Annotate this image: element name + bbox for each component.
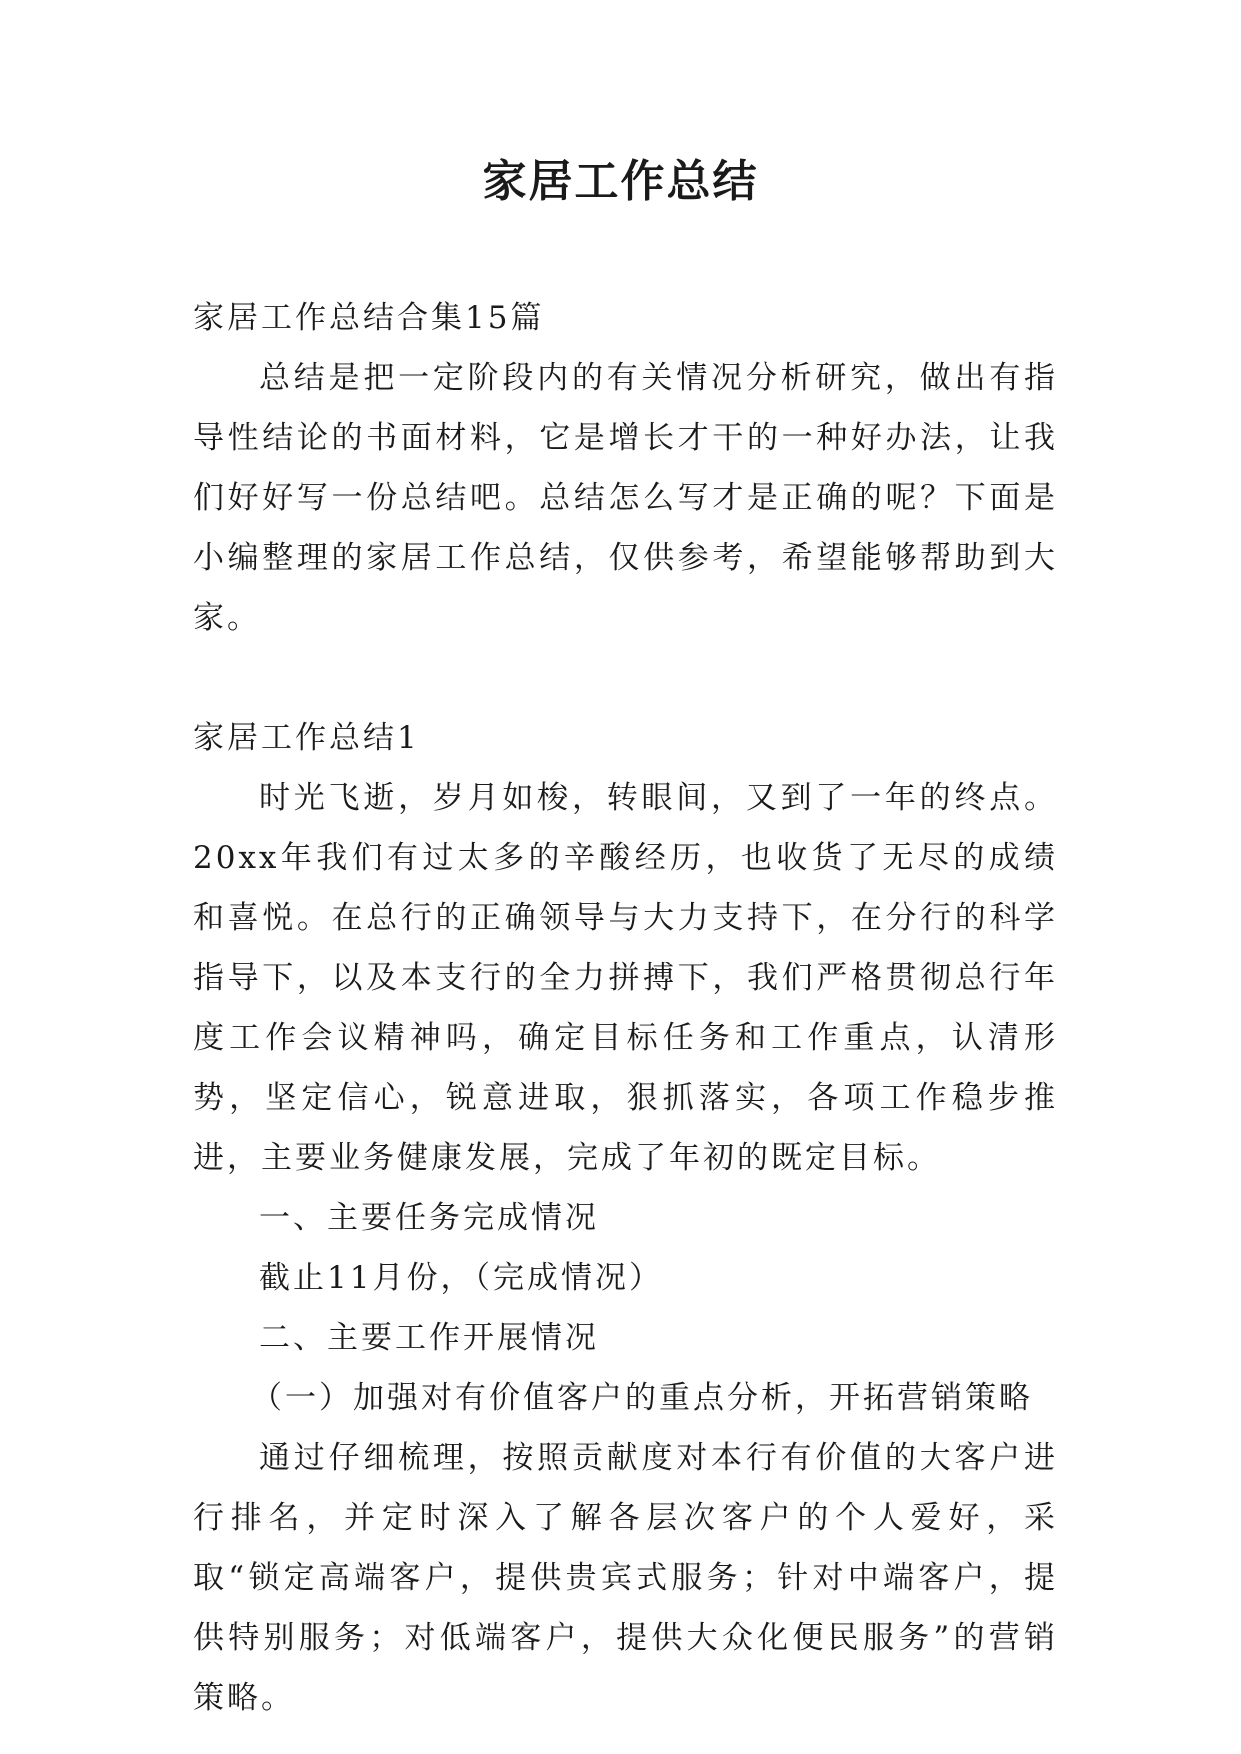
heading-main-work: 二、主要工作开展情况 — [259, 1320, 599, 1356]
status-line: 截止11月份，（完成情况） — [259, 1260, 663, 1296]
paragraph-gap — [193, 648, 1058, 708]
document-title: 家居工作总结 — [482, 156, 759, 207]
document-subtitle: 家居工作总结合集15篇 — [193, 300, 545, 336]
heading-main-tasks: 一、主要任务完成情况 — [259, 1200, 599, 1236]
body-paragraph-1: 时光飞逝，岁月如梭，转眼间，又到了一年的终点。20xx年我们有过太多的辛酸经历，也收货了无尽的成绩和喜悦。在总行的正确领导与大力支持下，在分行的科学指导下，以及本支行的全力拼搏下，我们严格贯彻总行年度工作会议精神吗，确定目标任务和工作重点，认清形势，坚定信心，锐意进取，狠抓落实，各项工作稳步推进，主要业务健康发展，完成了年初的既定目标。 — [193, 780, 1058, 1176]
body-paragraph-2: 通过仔细梳理，按照贡献度对本行有价值的大客户进行排名，并定时深入了解各层次客户的个人爱好，采取“锁定高端客户，提供贵宾式服务；针对中端客户，提供特别服务；对低端客户，提供大众化便民服务”的营销策略。 — [193, 1440, 1058, 1716]
document-body — [193, 288, 1058, 1728]
subheading-customer-analysis: （一）加强对有价值客户的重点分析，开拓营销策略 — [251, 1380, 1033, 1416]
intro-paragraph: 总结是把一定阶段内的有关情况分析研究，做出有指导性结论的书面材料，它是增长才干的一种好办法，让我们好好写一份总结吧。总结怎么写才是正确的呢？下面是小编整理的家居工作总结，仅供参考，希望能够帮助到大家。 — [193, 360, 1058, 636]
section-title: 家居工作总结1 — [193, 720, 420, 756]
